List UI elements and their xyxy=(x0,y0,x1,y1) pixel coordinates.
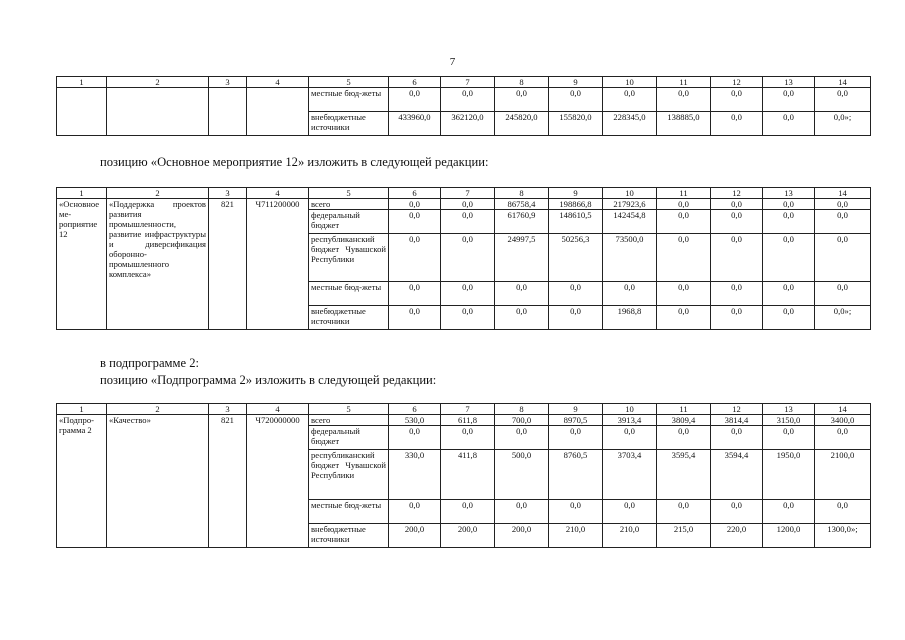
budget-code-cell: Ч711200000 xyxy=(247,199,309,330)
value-cell: 8970,5 xyxy=(549,415,603,426)
table-row xyxy=(57,415,871,426)
header-cell: 7 xyxy=(441,188,495,199)
value-cell: 0,0 xyxy=(441,306,495,330)
header-cell: 2 xyxy=(107,404,209,415)
header-cell: 12 xyxy=(711,188,763,199)
header-cell: 13 xyxy=(763,77,815,88)
header-cell: 6 xyxy=(389,404,441,415)
value-cell: 245820,0 xyxy=(495,112,549,136)
value-cell: 0,0 xyxy=(657,210,711,234)
value-cell: 0,0 xyxy=(549,306,603,330)
value-cell: 0,0 xyxy=(389,88,441,112)
value-cell: 0,0 xyxy=(657,199,711,210)
program-code-cell: «Подпро-грамма 2 xyxy=(57,415,107,548)
funding-source: местные бюд-жеты xyxy=(309,88,389,112)
value-cell: 0,0 xyxy=(711,500,763,524)
header-cell: 8 xyxy=(495,404,549,415)
value-cell: 0,0 xyxy=(389,426,441,450)
value-cell: 0,0 xyxy=(657,234,711,282)
value-cell: 0,0 xyxy=(763,112,815,136)
value-cell: 0,0 xyxy=(441,426,495,450)
empty-cell xyxy=(57,88,107,136)
value-cell: 0,0 xyxy=(763,426,815,450)
header-cell: 14 xyxy=(815,404,871,415)
value-cell: 0,0 xyxy=(441,234,495,282)
header-cell: 10 xyxy=(603,77,657,88)
value-cell: 0,0 xyxy=(441,282,495,306)
value-cell: 217923,6 xyxy=(603,199,657,210)
header-cell: 13 xyxy=(763,188,815,199)
header-cell: 9 xyxy=(549,188,603,199)
value-cell: 0,0 xyxy=(495,306,549,330)
value-cell: 411,8 xyxy=(441,450,495,500)
value-cell: 0,0 xyxy=(815,426,871,450)
header-cell: 7 xyxy=(441,404,495,415)
value-cell: 61760,9 xyxy=(495,210,549,234)
value-cell: 330,0 xyxy=(389,450,441,500)
funding-source: федеральный бюджет xyxy=(309,210,389,234)
value-cell: 0,0 xyxy=(711,210,763,234)
value-cell: 0,0 xyxy=(763,199,815,210)
table-row xyxy=(57,88,871,112)
value-cell: 433960,0 xyxy=(389,112,441,136)
header-cell: 2 xyxy=(107,188,209,199)
header-cell: 2 xyxy=(107,77,209,88)
value-cell: 0,0 xyxy=(549,500,603,524)
value-cell: 220,0 xyxy=(711,524,763,548)
value-cell: 2100,0 xyxy=(815,450,871,500)
value-cell: 0,0 xyxy=(711,199,763,210)
value-cell: 0,0 xyxy=(495,282,549,306)
program-name-cell: «Поддержка проектов развития промышленности, развитие инфраструктуры и диверсификация оборонно-промышленного комплекса» xyxy=(107,199,209,330)
funding-source: всего xyxy=(309,199,389,210)
value-cell: 0,0 xyxy=(441,500,495,524)
value-cell: 1200,0 xyxy=(763,524,815,548)
value-cell: 155820,0 xyxy=(549,112,603,136)
value-cell: 0,0 xyxy=(763,306,815,330)
header-cell: 3 xyxy=(209,77,247,88)
funding-source: всего xyxy=(309,415,389,426)
value-cell: 530,0 xyxy=(389,415,441,426)
value-cell: 0,0 xyxy=(711,282,763,306)
value-cell: 200,0 xyxy=(441,524,495,548)
value-cell: 0,0 xyxy=(495,88,549,112)
value-cell: 0,0 xyxy=(711,306,763,330)
value-cell: 0,0 xyxy=(389,306,441,330)
value-cell: 0,0»; xyxy=(815,306,871,330)
value-cell: 0,0 xyxy=(549,426,603,450)
value-cell: 8760,5 xyxy=(549,450,603,500)
header-cell: 12 xyxy=(711,77,763,88)
header-row xyxy=(57,404,871,415)
value-cell: 0,0 xyxy=(389,234,441,282)
instruction-paragraph: позицию «Основное мероприятие 12» изложить в следующей редакции: xyxy=(100,155,489,169)
value-cell: 0,0 xyxy=(763,282,815,306)
value-cell: 0,0 xyxy=(549,88,603,112)
header-cell: 6 xyxy=(389,77,441,88)
header-cell: 4 xyxy=(247,77,309,88)
value-cell: 148610,5 xyxy=(549,210,603,234)
value-cell: 0,0 xyxy=(389,210,441,234)
value-cell: 0,0 xyxy=(657,426,711,450)
header-cell: 11 xyxy=(657,188,711,199)
value-cell: 0,0 xyxy=(603,426,657,450)
instruction-paragraph: позицию «Подпрограмма 2» изложить в следующей редакции: xyxy=(100,373,437,387)
value-cell: 0,0 xyxy=(711,112,763,136)
value-cell: 611,8 xyxy=(441,415,495,426)
value-cell: 0,0 xyxy=(815,500,871,524)
header-row xyxy=(57,188,871,199)
header-cell: 11 xyxy=(657,404,711,415)
header-cell: 4 xyxy=(247,188,309,199)
value-cell: 0,0 xyxy=(441,88,495,112)
table-main-event-12 xyxy=(56,187,871,330)
value-cell: 0,0 xyxy=(603,282,657,306)
header-cell: 13 xyxy=(763,404,815,415)
budget-code-cell: Ч720000000 xyxy=(247,415,309,548)
value-cell: 3814,4 xyxy=(711,415,763,426)
value-cell: 0,0 xyxy=(389,500,441,524)
funding-source: местные бюд-жеты xyxy=(309,282,389,306)
value-cell: 700,0 xyxy=(495,415,549,426)
header-cell: 8 xyxy=(495,188,549,199)
value-cell: 200,0 xyxy=(389,524,441,548)
header-cell: 5 xyxy=(309,188,389,199)
header-cell: 9 xyxy=(549,404,603,415)
header-cell: 10 xyxy=(603,404,657,415)
value-cell: 0,0 xyxy=(815,199,871,210)
header-cell: 11 xyxy=(657,77,711,88)
value-cell: 3703,4 xyxy=(603,450,657,500)
value-cell: 138885,0 xyxy=(657,112,711,136)
value-cell: 0,0 xyxy=(815,88,871,112)
value-cell: 0,0 xyxy=(763,234,815,282)
value-cell: 0,0 xyxy=(657,306,711,330)
value-cell: 0,0 xyxy=(815,234,871,282)
empty-cell xyxy=(107,88,209,136)
value-cell: 0,0 xyxy=(711,88,763,112)
value-cell: 3594,4 xyxy=(711,450,763,500)
value-cell: 86758,4 xyxy=(495,199,549,210)
page-number: 7 xyxy=(449,56,456,68)
value-cell: 0,0 xyxy=(815,210,871,234)
value-cell: 0,0 xyxy=(441,210,495,234)
value-cell: 0,0 xyxy=(763,500,815,524)
value-cell: 3913,4 xyxy=(603,415,657,426)
header-cell: 3 xyxy=(209,404,247,415)
value-cell: 210,0 xyxy=(603,524,657,548)
value-cell: 198866,8 xyxy=(549,199,603,210)
header-cell: 5 xyxy=(309,77,389,88)
header-cell: 9 xyxy=(549,77,603,88)
funding-source: внебюджетные источники xyxy=(309,306,389,330)
value-cell: 142454,8 xyxy=(603,210,657,234)
value-cell: 0,0 xyxy=(815,282,871,306)
header-cell: 3 xyxy=(209,188,247,199)
value-cell: 50256,3 xyxy=(549,234,603,282)
funding-source: внебюджетные источники xyxy=(309,524,389,548)
value-cell: 500,0 xyxy=(495,450,549,500)
header-cell: 8 xyxy=(495,77,549,88)
funding-source: местные бюд-жеты xyxy=(309,500,389,524)
value-cell: 200,0 xyxy=(495,524,549,548)
table-subprogram-2 xyxy=(56,403,871,548)
value-cell: 0,0 xyxy=(657,282,711,306)
table-row xyxy=(57,199,871,210)
value-cell: 0,0 xyxy=(549,282,603,306)
value-cell: 3595,4 xyxy=(657,450,711,500)
value-cell: 0,0 xyxy=(763,88,815,112)
empty-cell xyxy=(247,88,309,136)
program-name-cell: «Качество» xyxy=(107,415,209,548)
value-cell: 0,0 xyxy=(603,500,657,524)
header-cell: 12 xyxy=(711,404,763,415)
value-cell: 1300,0»; xyxy=(815,524,871,548)
value-cell: 0,0 xyxy=(389,282,441,306)
funding-source: внебюджетные источники xyxy=(309,112,389,136)
value-cell: 0,0 xyxy=(711,426,763,450)
ministry-code-cell: 821 xyxy=(209,415,247,548)
value-cell: 362120,0 xyxy=(441,112,495,136)
empty-cell xyxy=(209,88,247,136)
funding-source: республиканский бюджет Чувашской Республики xyxy=(309,450,389,500)
value-cell: 228345,0 xyxy=(603,112,657,136)
funding-source: республиканский бюджет Чувашской Республики xyxy=(309,234,389,282)
header-cell: 1 xyxy=(57,188,107,199)
value-cell: 0,0 xyxy=(657,500,711,524)
instruction-paragraph: в подпрограмме 2: xyxy=(100,356,200,370)
value-cell: 1950,0 xyxy=(763,450,815,500)
table-continuation xyxy=(56,76,871,136)
value-cell: 0,0 xyxy=(763,210,815,234)
header-cell: 10 xyxy=(603,188,657,199)
value-cell: 3400,0 xyxy=(815,415,871,426)
value-cell: 24997,5 xyxy=(495,234,549,282)
header-cell: 5 xyxy=(309,404,389,415)
funding-source: федеральный бюджет xyxy=(309,426,389,450)
header-cell: 1 xyxy=(57,77,107,88)
value-cell: 3809,4 xyxy=(657,415,711,426)
value-cell: 215,0 xyxy=(657,524,711,548)
header-row xyxy=(57,77,871,88)
value-cell: 0,0 xyxy=(495,426,549,450)
header-cell: 6 xyxy=(389,188,441,199)
header-cell: 7 xyxy=(441,77,495,88)
header-cell: 14 xyxy=(815,188,871,199)
value-cell: 0,0 xyxy=(711,234,763,282)
value-cell: 3150,0 xyxy=(763,415,815,426)
value-cell: 73500,0 xyxy=(603,234,657,282)
value-cell: 0,0 xyxy=(389,199,441,210)
value-cell: 0,0 xyxy=(441,199,495,210)
program-code-cell: «Основное ме-роприятие 12 xyxy=(57,199,107,330)
value-cell: 210,0 xyxy=(549,524,603,548)
value-cell: 0,0»; xyxy=(815,112,871,136)
ministry-code-cell: 821 xyxy=(209,199,247,330)
header-cell: 14 xyxy=(815,77,871,88)
value-cell: 0,0 xyxy=(603,88,657,112)
value-cell: 1968,8 xyxy=(603,306,657,330)
header-cell: 1 xyxy=(57,404,107,415)
header-cell: 4 xyxy=(247,404,309,415)
value-cell: 0,0 xyxy=(495,500,549,524)
value-cell: 0,0 xyxy=(657,88,711,112)
